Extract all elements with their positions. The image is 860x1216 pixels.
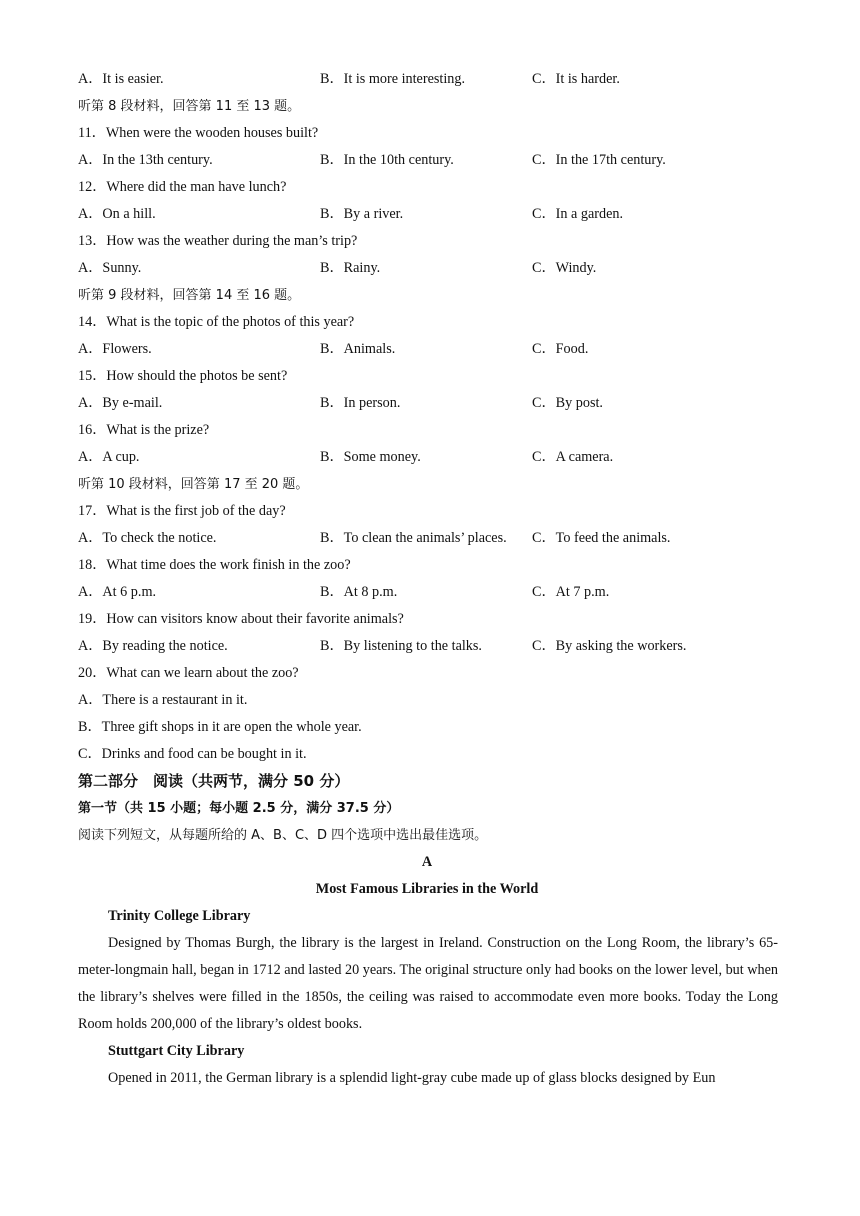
q11-option-c: C．In the 17th century.	[532, 152, 666, 168]
q13-option-c: C．Windy.	[532, 260, 597, 276]
library-2-name: Stuttgart City Library	[108, 1043, 245, 1059]
q12-option-b: B．By a river.	[320, 206, 404, 222]
q11-option-b: B．In the 10th century.	[320, 152, 454, 168]
q20-option-c: C．Drinks and food can be bought in it.	[78, 746, 307, 762]
q20-stem: 20．What can we learn about the zoo?	[78, 665, 299, 681]
q13-options	[78, 255, 776, 282]
q11-options	[78, 147, 776, 174]
q18-option-c: C．At 7 p.m.	[532, 584, 610, 600]
q14-option-a: A．Flowers.	[78, 341, 152, 357]
material-8-instruction: 听第 8 段材料，回答第 11 至 13 题。	[78, 99, 301, 114]
passage-title: Most Famous Libraries in the World	[315, 881, 539, 897]
q19-option-b: B．By listening to the talks.	[320, 638, 482, 654]
passage-letter: A	[421, 854, 433, 870]
q20-option-b: B．Three gift shops in it are open the whole year.	[78, 719, 362, 735]
library-1-name: Trinity College Library	[108, 908, 251, 924]
q16-option-a: A．A cup.	[78, 449, 140, 465]
q17-stem: 17．What is the first job of the day?	[78, 503, 286, 519]
q16-options	[78, 444, 776, 471]
q15-option-b: B．In person.	[320, 395, 401, 411]
part2-heading: 第二部分 阅读（共两节，满分 50 分）	[78, 772, 350, 790]
q19-stem: 19．How can visitors know about their favorite animals?	[78, 611, 404, 627]
material-10-instruction: 听第 10 段材料，回答第 17 至 20 题。	[78, 477, 309, 492]
q14-options	[78, 336, 776, 363]
q18-stem: 18．What time does the work finish in the zoo?	[78, 557, 351, 573]
material-9-instruction: 听第 9 段材料，回答第 14 至 16 题。	[78, 288, 301, 303]
q14-option-b: B．Animals.	[320, 341, 396, 357]
q16-option-c: C．A camera.	[532, 449, 614, 465]
q10-option-a: A．It is easier.	[78, 71, 164, 87]
q19-option-a: A．By reading the notice.	[78, 638, 228, 654]
q15-stem: 15．How should the photos be sent?	[78, 368, 288, 384]
section1-heading: 第一节（共 15 小题；每小题 2.5 分，满分 37.5 分）	[78, 801, 400, 816]
q12-options	[78, 201, 776, 228]
q15-option-a: A．By e-mail.	[78, 395, 163, 411]
q13-option-b: B．Rainy.	[320, 260, 381, 276]
q18-options	[78, 579, 776, 606]
q19-option-c: C．By asking the workers.	[532, 638, 687, 654]
q11-stem: 11．When were the wooden houses built?	[78, 125, 319, 141]
q18-option-b: B．At 8 p.m.	[320, 584, 398, 600]
q19-options	[78, 633, 776, 660]
q10-option-b: B．It is more interesting.	[320, 71, 466, 87]
q10-options	[78, 66, 776, 93]
q12-option-a: A．On a hill.	[78, 206, 156, 222]
q12-stem: 12．Where did the man have lunch?	[78, 179, 287, 195]
library-1-text: Designed by Thomas Burgh, the library is the largest in Ireland. Construction on the Long Room, the library’s 65-meter-longmain hall, began in 1712 and lasted 20 years. The original structure only had books on the lower level, but when the library’s shelves were filled in the 1850s, the ceiling was raised to accommodate even more books. Today the Long Room holds 200,000 of the library’s oldest books.	[78, 935, 778, 1032]
q17-option-b: B．To clean the animals’ places.	[320, 530, 507, 546]
q20-option-a: A．There is a restaurant in it.	[78, 692, 248, 708]
q17-option-c: C．To feed the animals.	[532, 530, 671, 546]
q10-option-c: C．It is harder.	[532, 71, 620, 87]
q13-stem: 13．How was the weather during the man’s trip?	[78, 233, 358, 249]
q16-stem: 16．What is the prize?	[78, 422, 210, 438]
q12-option-c: C．In a garden.	[532, 206, 624, 222]
q18-option-a: A．At 6 p.m.	[78, 584, 157, 600]
q16-option-b: B．Some money.	[320, 449, 421, 465]
q15-options	[78, 390, 776, 417]
q15-option-c: C．By post.	[532, 395, 603, 411]
q17-option-a: A．To check the notice.	[78, 530, 217, 546]
library-2-text: Opened in 2011, the German library is a splendid light-gray cube made up of glass blocks designed by Eun	[108, 1070, 716, 1086]
q14-stem: 14．What is the topic of the photos of this year?	[78, 314, 355, 330]
q13-option-a: A．Sunny.	[78, 260, 142, 276]
reading-instruction: 阅读下列短文，从每题所给的 A、B、C、D 四个选项中选出最佳选项。	[78, 828, 488, 843]
q17-options	[78, 525, 776, 552]
q14-option-c: C．Food.	[532, 341, 589, 357]
q11-option-a: A．In the 13th century.	[78, 152, 213, 168]
